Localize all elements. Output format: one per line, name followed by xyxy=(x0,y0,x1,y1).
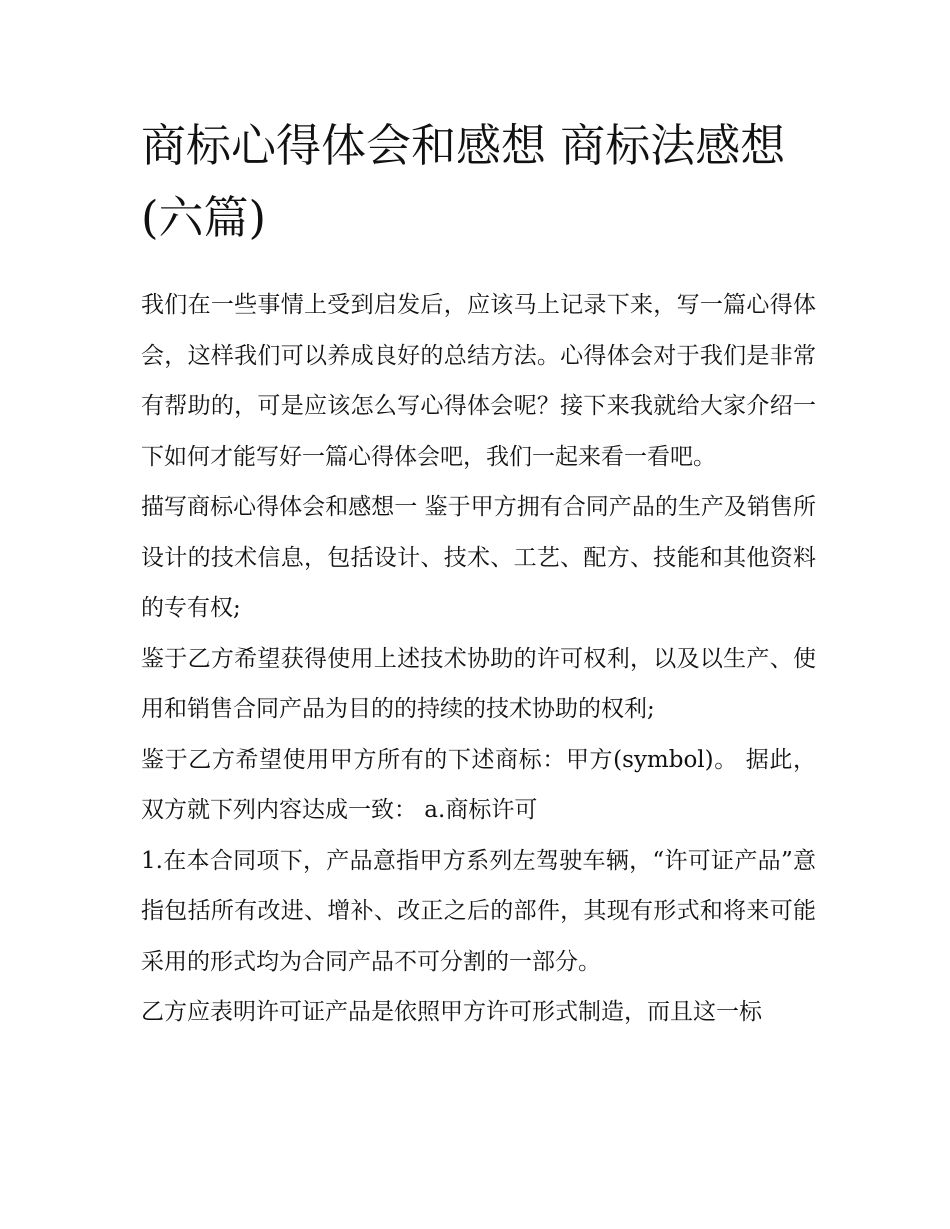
paragraph-clause-continued: 乙方应表明许可证产品是依照甲方许可形式制造，而且这一标 xyxy=(141,999,762,1025)
paragraph-clause-one: 1.在本合同项下，产品意指甲方系列左驾驶车辆，“许可证产品”意指包括所有改进、增补、改正之后的部件，其现有形式和将来可能采用的形式均为合同产品不可分割的一部分。 xyxy=(141,847,816,975)
paragraph-license-wish: 鉴于乙方希望获得使用上述技术协助的许可权利，以及以生产、使用和销售合同产品为目的的持续的技术协助的权利; xyxy=(141,645,816,722)
document-title: 商标心得体会和感想 商标法感想(六篇) xyxy=(141,119,786,244)
document-content xyxy=(141,110,816,1038)
paragraph-intro: 我们在一些事情上受到启发后，应该马上记录下来，写一篇心得体会，这样我们可以养成良好的总结方法。心得体会对于我们是非常有帮助的，可是应该怎么写心得体会呢？接下来我就给大家介绍一下如何才能写好一篇心得体会吧，我们一起来看一看吧。 xyxy=(141,292,816,470)
document-body xyxy=(141,280,816,1038)
paragraph-trademark-use: 鉴于乙方希望使用甲方所有的下述商标：甲方(symbol)。 据此，双方就下列内容达成一致： a.商标许可 xyxy=(141,746,816,823)
paragraph-section-one: 描写商标心得体会和感想一 鉴于甲方拥有合同产品的生产及销售所设计的技术信息，包括设计、技术、工艺、配方、技能和其他资料的专有权; xyxy=(141,494,816,621)
